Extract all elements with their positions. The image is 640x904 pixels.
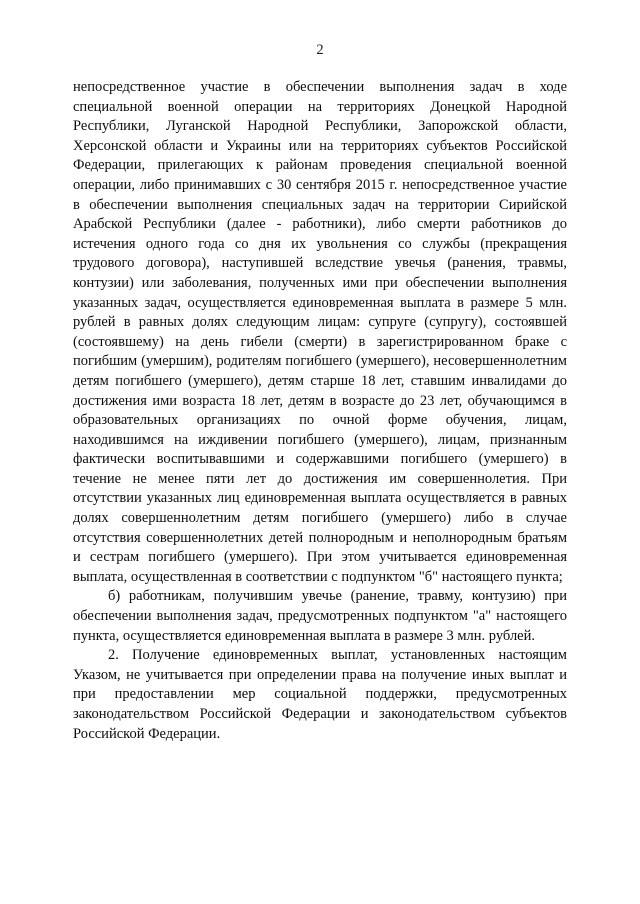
document-body	[73, 78, 567, 744]
paragraph-subparagraph-a-continuation: непосредственное участие в обеспечении выполнения задач в ходе специальной военной операции на территориях Донецкой Народной Республики, Луганской Народной Республики, Запорожской области, Херсонской области и Украины или на территориях субъектов Российской Федерации, прилегающих к районам проведения специальной военной операции, либо принимавших с 30 сентября 2015 г. непосредственное участие в обеспечении выполнения специальных задач на территории Сирийской Арабской Республики (далее - работники), либо смерти работников до истечения одного года со дня их увольнения со службы (прекращения трудового договора), наступившей вследствие увечья (ранения, травмы, контузии) или заболевания, полученных ими при обеспечении выполнения указанных задач, осуществляется единовременная выплата в размере 5 млн. рублей в равных долях следующим лицам: супруге (супругу), состоявшей (состоявшему) на день гибели (смерти) в зарегистрированном браке с погибшим (умершим), родителям погибшего (умершего), несовершеннолетним детям погибшего (умершего), детям старше 18 лет, ставшим инвалидами до достижения ими возраста 18 лет, детям в возрасте до 23 лет, обучающимся в образовательных организациях по очной форме обучения, лицам, находившимся на иждивении погибшего (умершего), лицам, признанным фактически воспитывавшими и содержавшими погибшего (умершего) в течение не менее пяти лет до достижения им совершеннолетия. При отсутствии указанных лиц единовременная выплата осуществляется в равных долях совершеннолетним детям погибшего (умершего) либо в случае отсутствия совершеннолетних детей полнородным и неполнородным братьям и сестрам погибшего (умершего). При этом учитывается единовременная выплата, осуществленная в соответствии с подпунктом "б" настоящего пункта;	[73, 79, 567, 585]
paragraph-item-2: 2. Получение единовременных выплат, установленных настоящим Указом, не учитывается при определении права на получение иных выплат и при предоставлении мер социальной поддержки, предусмотренных законодательством Российской Федерации и законодательством субъектов Российской Федерации.	[73, 647, 567, 742]
page-number: 2	[316, 42, 324, 58]
paragraph-subparagraph-b: б) работникам, получившим увечье (ранение, травму, контузию) при обеспечении выполнения задач, предусмотренных подпунктом "а" настоящего пункта, осуществляется единовременная выплата в размере 3 млн. рублей.	[73, 588, 567, 644]
